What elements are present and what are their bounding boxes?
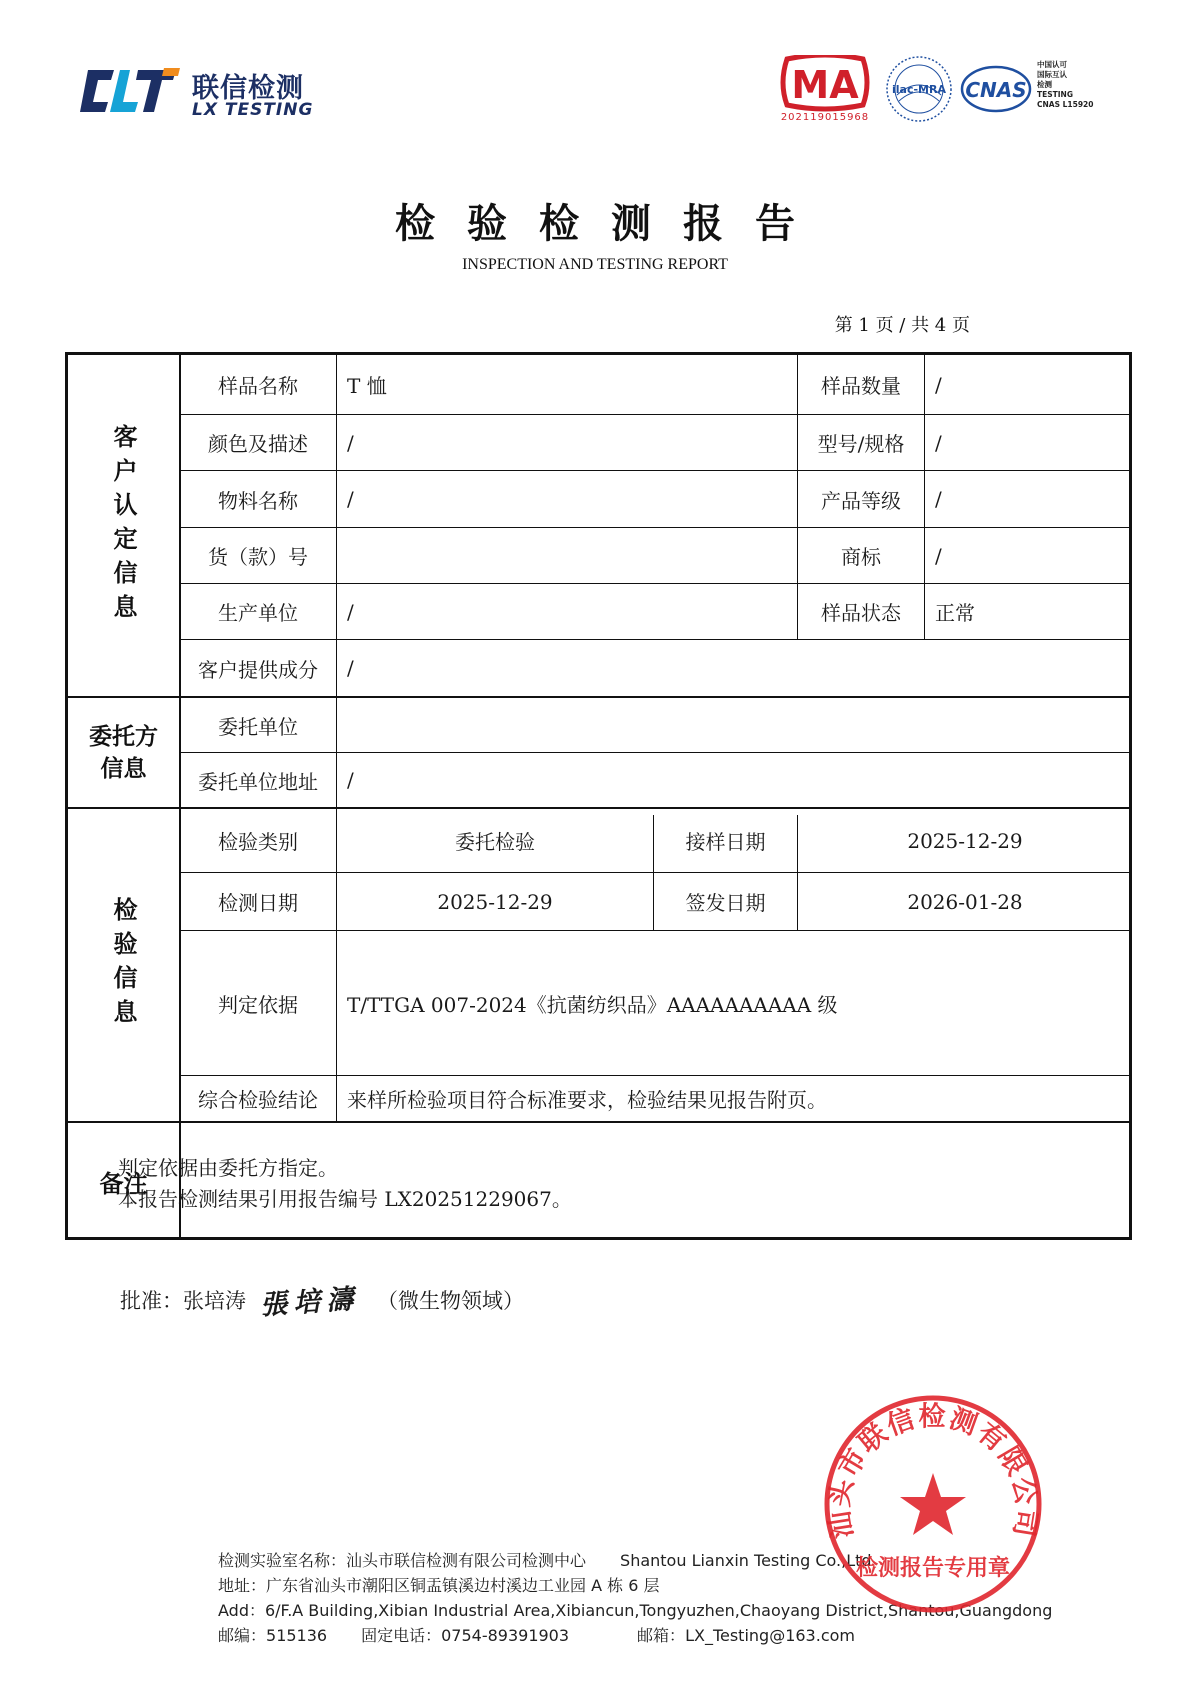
client-unit-label: 委托单位	[218, 714, 298, 739]
receive-date-value: 2025-12-29	[907, 828, 1023, 853]
footer-address-cn: 地址： 广东省汕头市潮阳区铜盂镇溪边村溪边工业园 A 栋 6 层	[218, 1576, 660, 1595]
material-name-value: /	[347, 487, 354, 511]
seal-ring-text: 汕头市联信检测有限公司	[824, 1401, 1042, 1541]
remarks-text	[118, 1153, 572, 1215]
remark-line: 本报告检测结果引用报告编号 LX20251229067。	[118, 1187, 572, 1211]
sample-quantity-label: 样品数量	[821, 374, 901, 398]
svg-text:ilac-MRA: ilac-MRA	[892, 83, 946, 96]
issue-date-value: 2026-01-28	[907, 889, 1023, 914]
report-title: 检验检测报告	[395, 200, 827, 247]
sample-name-label: 样品名称	[218, 374, 298, 398]
test-date-label: 检测日期	[218, 891, 298, 915]
ilac-mra-icon	[885, 55, 953, 123]
footer-address-en: Add： 6/F.A Building,Xibian Industrial Area,Xibiancun,Tongyuzhen,Chaoyang District,Shantou,Guangdong	[218, 1601, 1053, 1620]
approver-field: （微生物领域）	[377, 1288, 524, 1313]
model-spec-label: 型号/规格	[817, 432, 905, 456]
customer-info-section-title: 客户认定信息	[109, 423, 138, 628]
cma-number: 202119015968	[780, 112, 870, 123]
inspection-info-section-title: 检验信息	[109, 897, 138, 1033]
cnas-label: CNAS	[965, 78, 1027, 102]
model-spec-value: /	[935, 430, 942, 455]
client-unit-value	[337, 698, 1132, 752]
approval-label: 批准：	[120, 1288, 183, 1313]
color-description-label: 颜色及描述	[208, 432, 308, 456]
report-subtitle: INSPECTION AND TESTING REPORT	[462, 256, 728, 273]
lxt-logo-icon	[80, 68, 180, 114]
client-address-value: /	[347, 768, 354, 792]
sample-status-value: 正常	[935, 601, 975, 625]
logo-chinese-name: 联信检测	[192, 73, 304, 104]
judgment-basis-value: T/TTGA 007-2024《抗菌纺织品》AAAAAAAAAA 级	[347, 992, 838, 1017]
composition-label: 客户提供成分	[198, 657, 318, 682]
issue-date-label: 签发日期	[685, 891, 766, 915]
cnas-icon	[960, 63, 1032, 115]
footer-contact-info	[218, 1548, 1052, 1648]
test-date-value: 2025-12-29	[437, 889, 553, 914]
approver-signature: 張培濤	[259, 1283, 361, 1322]
sample-quantity-value: /	[935, 372, 942, 397]
report-table	[65, 352, 1132, 1240]
sample-status-label: 样品状态	[821, 601, 901, 625]
color-description-value: /	[347, 430, 354, 455]
judgment-basis-label: 判定依据	[218, 992, 298, 1017]
receive-date-label: 接样日期	[685, 830, 766, 854]
svg-text:汕头市联信检测有限公司	[824, 1401, 1042, 1540]
footer-contacts: 邮编： 515136 固定电话： 0754-89391903 邮箱： LX_Testing@163.com	[218, 1626, 855, 1645]
company-logo	[80, 62, 320, 122]
page-number: 第 1 页 / 共 4 页	[834, 315, 970, 336]
logo-english-name: LX TESTING	[192, 100, 314, 120]
client-info-section-title: 委托方 信息	[89, 722, 158, 782]
seal-bottom-text: 检测报告专用章	[855, 1555, 1011, 1581]
svg-text:MA: MA	[791, 63, 859, 107]
material-name-label: 物料名称	[218, 488, 298, 513]
inspection-type-value: 委托检验	[455, 830, 535, 854]
remark-line: 判定依据由委托方指定。	[118, 1156, 338, 1180]
style-number-value	[337, 528, 797, 583]
approval-line	[120, 1280, 524, 1322]
product-grade-value: /	[935, 487, 942, 511]
inspection-type-label: 检验类别	[218, 830, 298, 854]
composition-value: /	[347, 656, 354, 680]
trademark-value: /	[935, 543, 942, 568]
manufacturer-value: /	[347, 599, 354, 624]
trademark-label: 商标	[841, 545, 881, 569]
remarks-section-title: 备注	[99, 1169, 148, 1198]
sample-name-value: T 恤	[347, 374, 387, 398]
footer-lab-name: 检测实验室名称： 汕头市联信检测有限公司检测中心 Shantou Lianxin Testing Co.,Ltd	[218, 1551, 872, 1570]
conclusion-label: 综合检验结论	[198, 1088, 318, 1112]
seal-star-icon	[900, 1473, 966, 1535]
style-number-label: 货（款）号	[208, 545, 308, 569]
client-address-label: 委托单位地址	[198, 769, 318, 794]
approver-name: 张培涛	[183, 1288, 246, 1313]
conclusion-value: 来样所检验项目符合标准要求，检验结果见报告附页。	[347, 1088, 827, 1112]
manufacturer-label: 生产单位	[218, 601, 298, 625]
product-grade-label: 产品等级	[821, 488, 901, 513]
cnas-accreditation-text: 中国认可 国际互认 检测 TESTING CNAS L15920	[1037, 60, 1094, 109]
certification-logos	[775, 55, 1115, 130]
